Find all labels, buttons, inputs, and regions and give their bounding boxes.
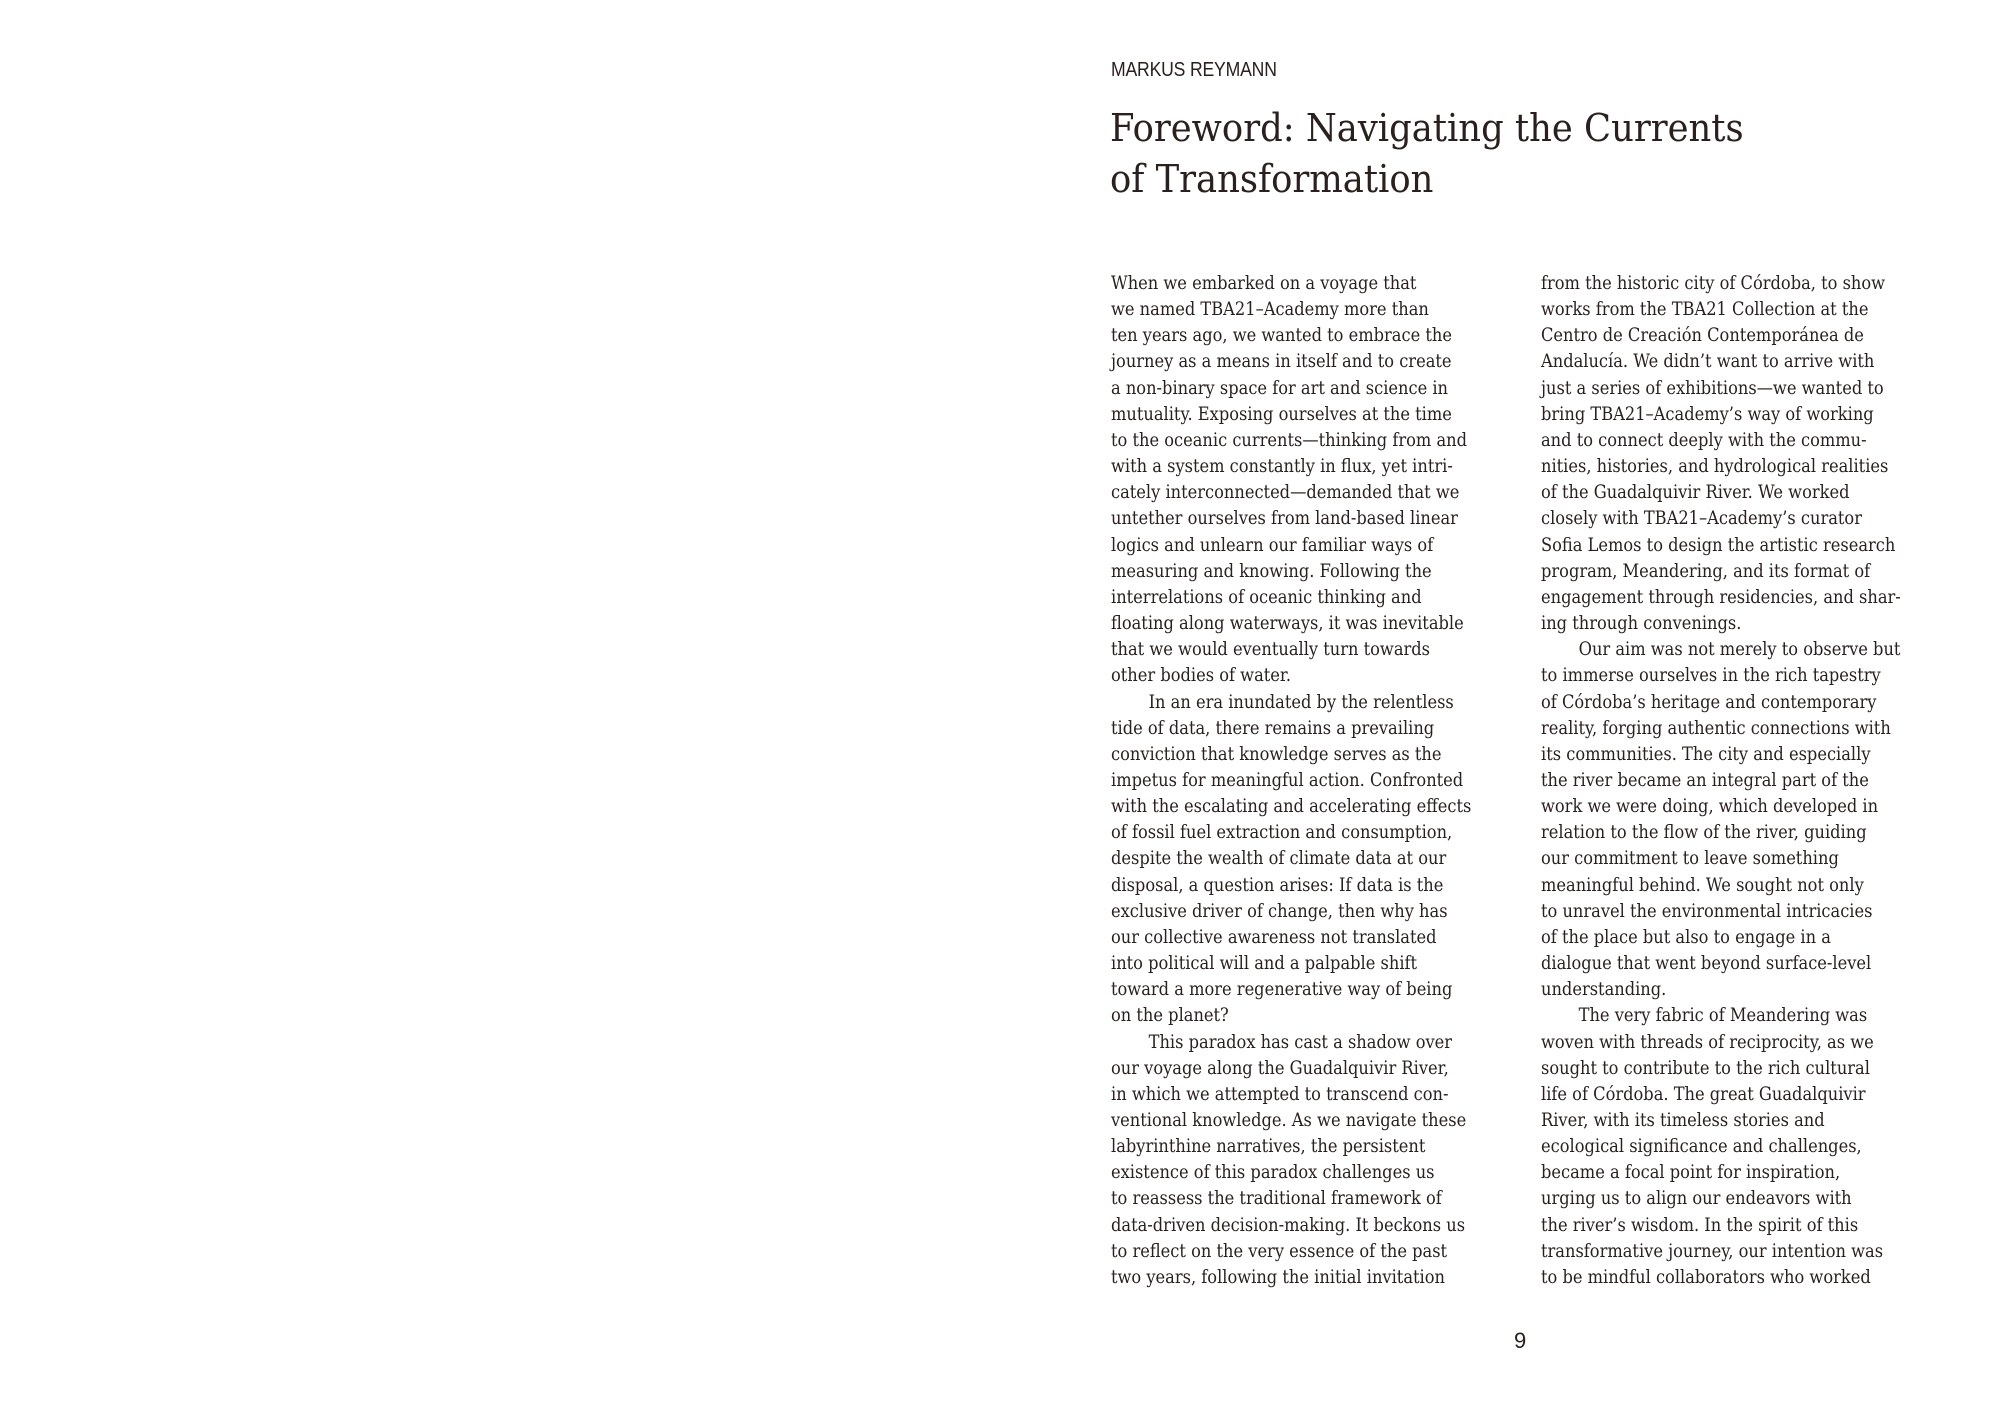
body-text-line: of Córdoba’s heritage and contemporary: [1541, 690, 1877, 713]
body-text-line: we named TBA21–Academy more than: [1111, 298, 1429, 321]
body-text-line: The very fabric of Meandering was: [1578, 1004, 1868, 1027]
body-text-line: our collective awareness not translated: [1111, 925, 1437, 948]
body-column-left: [1111, 270, 1532, 1290]
body-text-line: When we embarked on a voyage that: [1111, 272, 1417, 294]
body-text-line: Sofia Lemos to design the artistic research: [1541, 533, 1896, 556]
body-text-line: became a focal point for inspiration,: [1541, 1161, 1841, 1184]
body-text-line: ecological significance and challenges,: [1541, 1135, 1862, 1158]
right-page: [1000, 0, 2000, 1412]
body-text-line: with a system constantly in flux, yet intri-: [1111, 455, 1453, 478]
body-column-right: [1541, 270, 1962, 1290]
author-name: MARKUS REYMANN: [1111, 59, 1277, 81]
body-text-line: program, Meandering, and its format of: [1541, 559, 1871, 582]
body-text-line: relation to the flow of the river, guiding: [1541, 821, 1867, 844]
body-text-line: In an era inundated by the relentless: [1148, 690, 1454, 713]
body-text-line: two years, following the initial invitation: [1111, 1265, 1445, 1288]
body-text-line: meaningful behind. We sought not only: [1541, 873, 1864, 896]
body-text-line: Andalucía. We didn’t want to arrive with: [1541, 350, 1875, 373]
body-text-line: labyrinthine narratives, the persistent: [1111, 1135, 1426, 1158]
body-text-line: tide of data, there remains a prevailing: [1111, 716, 1435, 739]
body-text-line: mutuality. Exposing ourselves at the time: [1111, 402, 1452, 425]
body-text-line: to reassess the traditional framework of: [1111, 1187, 1442, 1210]
body-text-line: River, with its timeless stories and: [1541, 1109, 1825, 1131]
body-text-line: its communities. The city and especially: [1541, 742, 1871, 765]
body-text-line: reality, forging authentic connections with: [1541, 716, 1891, 739]
body-text-line: to reflect on the very essence of the past: [1111, 1239, 1448, 1262]
body-text-line: with the escalating and accelerating effects: [1111, 795, 1472, 818]
body-text-line: ten years ago, we wanted to embrace the: [1111, 324, 1452, 347]
body-text-line: that we would eventually turn towards: [1111, 638, 1431, 661]
body-text-line: floating along waterways, it was inevitable: [1111, 612, 1464, 635]
body-text-line: life of Córdoba. The great Guadalquivir: [1541, 1082, 1866, 1105]
body-text-line: untether ourselves from land-based linear: [1111, 507, 1458, 530]
body-text-line: closely with TBA21–Academy’s curator: [1541, 507, 1862, 530]
body-text-line: a non-binary space for art and science in: [1111, 376, 1449, 399]
body-text-line: work we were doing, which developed in: [1541, 795, 1879, 818]
body-text-line: Our aim was not merely to observe but: [1578, 638, 1901, 661]
body-text-line: understanding.: [1541, 978, 1667, 1001]
body-text-line: Centro de Creación Contemporánea de: [1541, 324, 1864, 347]
body-text-line: ventional knowledge. As we navigate these: [1111, 1109, 1467, 1131]
chapter-title-line: of Transformation: [1110, 157, 1434, 201]
body-text-line: our voyage along the Guadalquivir River,: [1111, 1056, 1449, 1079]
body-text-line: our commitment to leave something: [1541, 847, 1839, 870]
body-text-line: urging us to align our endeavors with: [1541, 1187, 1852, 1210]
chapter-title: [1110, 103, 1744, 205]
body-text-line: of fossil fuel extraction and consumption,: [1111, 821, 1453, 844]
body-text-line: on the planet?: [1111, 1004, 1229, 1027]
body-text-line: nities, histories, and hydrological realities: [1541, 455, 1889, 478]
body-text-line: to immerse ourselves in the rich tapestry: [1541, 664, 1881, 687]
body-text-line: into political will and a palpable shift: [1111, 952, 1418, 975]
body-text-line: toward a more regenerative way of being: [1111, 978, 1453, 1001]
body-text-line: other bodies of water.: [1111, 664, 1292, 687]
body-text-line: sought to contribute to the rich cultural: [1541, 1056, 1870, 1079]
body-text-line: ing through convenings.: [1541, 612, 1742, 635]
page-number: 9: [1514, 1328, 1527, 1353]
body-text-line: measuring and knowing. Following the: [1111, 559, 1432, 582]
body-text-line: This paradox has cast a shadow over: [1148, 1030, 1453, 1053]
body-text-line: just a series of exhibitions—we wanted to: [1541, 376, 1884, 399]
body-text-line: the river’s wisdom. In the spirit of this: [1541, 1213, 1859, 1236]
body-text-line: logics and unlearn our familiar ways of: [1111, 533, 1434, 556]
body-text-line: to be mindful collaborators who worked: [1541, 1265, 1871, 1288]
body-text-line: in which we attempted to transcend con-: [1111, 1082, 1449, 1105]
body-text-line: the river became an integral part of the: [1541, 768, 1869, 791]
body-text-line: of the Guadalquivir River. We worked: [1541, 481, 1850, 504]
body-text-line: exclusive driver of change, then why has: [1111, 899, 1448, 922]
body-text-line: conviction that knowledge serves as the: [1111, 742, 1442, 765]
chapter-title-line: Foreword: Navigating the Currents: [1110, 106, 1744, 150]
body-text-line: to unravel the environmental intricacies: [1541, 899, 1873, 922]
body-text-line: to the oceanic currents—thinking from and: [1111, 428, 1468, 451]
body-text-line: transformative journey, our intention was: [1541, 1239, 1884, 1262]
body-text-line: data-driven decision-making. It beckons us: [1111, 1213, 1466, 1236]
body-text-line: from the historic city of Córdoba, to show: [1541, 272, 1886, 294]
body-text-line: bring TBA21–Academy’s way of working: [1541, 402, 1874, 425]
body-text-line: despite the wealth of climate data at our: [1111, 847, 1447, 870]
body-text-line: dialogue that went beyond surface-level: [1541, 952, 1872, 975]
body-text-line: of the place but also to engage in a: [1541, 925, 1831, 948]
body-text-line: engagement through residencies, and shar-: [1541, 585, 1901, 608]
body-text-line: works from the TBA21 Collection at the: [1541, 298, 1869, 321]
body-text-line: impetus for meaningful action. Confronted: [1111, 768, 1464, 791]
body-text-line: disposal, a question arises: If data is the: [1111, 873, 1444, 896]
body-text-line: cately interconnected—demanded that we: [1111, 481, 1460, 504]
body-text-line: woven with threads of reciprocity, as we: [1541, 1030, 1874, 1053]
body-text-line: interrelations of oceanic thinking and: [1111, 585, 1422, 608]
body-text-line: journey as a means in itself and to create: [1111, 350, 1452, 373]
body-text-line: and to connect deeply with the commu-: [1541, 428, 1867, 451]
body-text-line: existence of this paradox challenges us: [1111, 1161, 1435, 1184]
